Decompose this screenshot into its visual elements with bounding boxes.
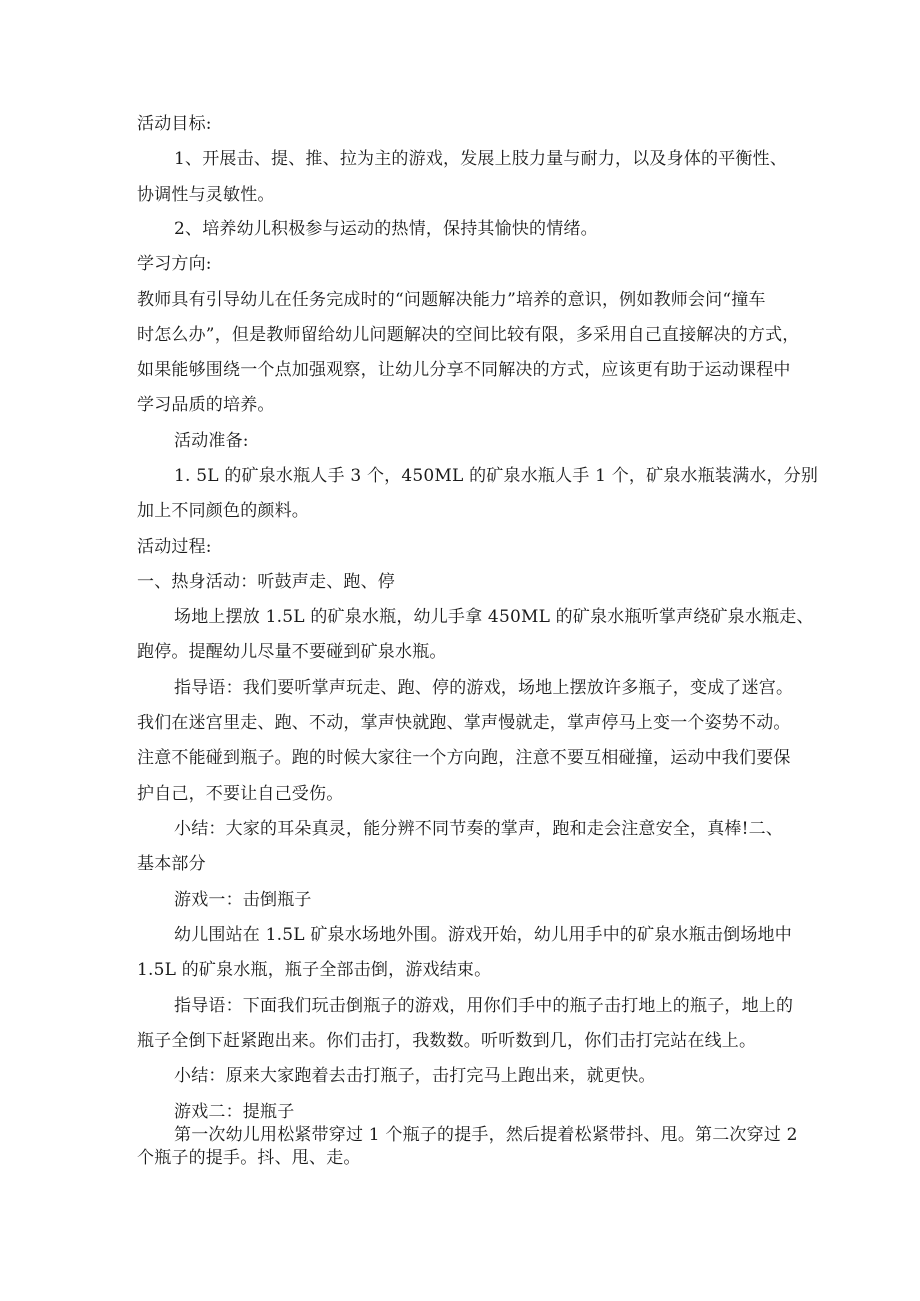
paragraph-line: 第一次幼儿用松紧带穿过 1 个瓶子的提手，然后提着松紧带抖、甩。第二次穿过 2 bbox=[174, 1125, 798, 1145]
paragraph-line: 瓶子全倒下赶紧跑出来。你们击打，我数数。听听数到几，你们击打完站在线上。 bbox=[137, 1031, 757, 1051]
paragraph-line: 注意不能碰到瓶子。跑的时候大家往一个方向跑，注意不要互相碰撞，运动中我们要保 bbox=[137, 748, 791, 768]
paragraph-line: 教师具有引导幼儿在任务完成时的“问题解决能力”培养的意识，例如教师会问“撞车 bbox=[137, 290, 766, 310]
paragraph-line: 指导语：我们要听掌声玩走、跑、停的游戏，场地上摆放许多瓶子，变成了迷宫。 bbox=[174, 678, 794, 698]
heading-game-one: 游戏一：击倒瓶子 bbox=[174, 890, 312, 910]
paragraph-line: 个瓶子的提手。抖、甩、走。 bbox=[137, 1148, 361, 1168]
paragraph-line: 1.5L 的矿泉水瓶，瓶子全部击倒，游戏结束。 bbox=[137, 960, 492, 980]
paragraph-line: 如果能够围绕一个点加强观察，让幼儿分享不同解决的方式，应该更有助于运动课程中 bbox=[137, 360, 791, 380]
heading-basic-part: 基本部分 bbox=[137, 854, 206, 874]
heading-activity-process: 活动过程: bbox=[137, 537, 212, 557]
paragraph-line: 护自己，不要让自己受伤。 bbox=[137, 784, 344, 804]
paragraph-line: 1. 5L 的矿泉水瓶人手 3 个，450ML 的矿泉水瓶人手 1 个，矿泉水瓶装满水，分别 bbox=[174, 466, 819, 486]
paragraph-line: 2、培养幼儿积极参与运动的热情，保持其愉快的情绪。 bbox=[174, 219, 598, 239]
heading-game-two: 游戏二：提瓶子 bbox=[174, 1102, 295, 1122]
paragraph-line: 时怎么办”，但是教师留给幼儿问题解决的空间比较有限，多采用自己直接解决的方式， bbox=[137, 325, 800, 345]
paragraph-line: 场地上摆放 1.5L 的矿泉水瓶，幼儿手拿 450ML 的矿泉水瓶听掌声绕矿泉水瓶走、 bbox=[174, 607, 814, 627]
paragraph-line: 学习品质的培养。 bbox=[137, 395, 275, 415]
paragraph-line: 指导语：下面我们玩击倒瓶子的游戏，用你们手中的瓶子击打地上的瓶子，地上的 bbox=[174, 996, 794, 1016]
heading-activity-goals: 活动目标: bbox=[137, 114, 212, 134]
paragraph-line: 协调性与灵敏性。 bbox=[137, 185, 275, 205]
paragraph-line: 幼儿围站在 1.5L 矿泉水场地外围。游戏开始，幼儿用手中的矿泉水瓶击倒场地中 bbox=[174, 925, 792, 945]
paragraph-line: 跑停。提醒幼儿尽量不要碰到矿泉水瓶。 bbox=[137, 642, 447, 662]
heading-warmup: 一、热身活动：听鼓声走、跑、停 bbox=[137, 572, 395, 592]
paragraph-line: 我们在迷宫里走、跑、不动，掌声快就跑、掌声慢就走，掌声停马上变一个姿势不动。 bbox=[137, 713, 791, 733]
paragraph-line: 加上不同颜色的颜料。 bbox=[137, 501, 309, 521]
paragraph-line: 小结：原来大家跑着去击打瓶子，击打完马上跑出来，就更快。 bbox=[174, 1066, 656, 1086]
paragraph-line: 1、开展击、提、推、拉为主的游戏，发展上肢力量与耐力，以及身体的平衡性、 bbox=[174, 149, 788, 169]
paragraph-line: 小结：大家的耳朵真灵，能分辨不同节奏的掌声，跑和走会注意安全，真棒!二、 bbox=[174, 819, 784, 839]
heading-learning-direction: 学习方向: bbox=[137, 254, 212, 274]
heading-activity-preparation: 活动准备: bbox=[174, 431, 249, 451]
